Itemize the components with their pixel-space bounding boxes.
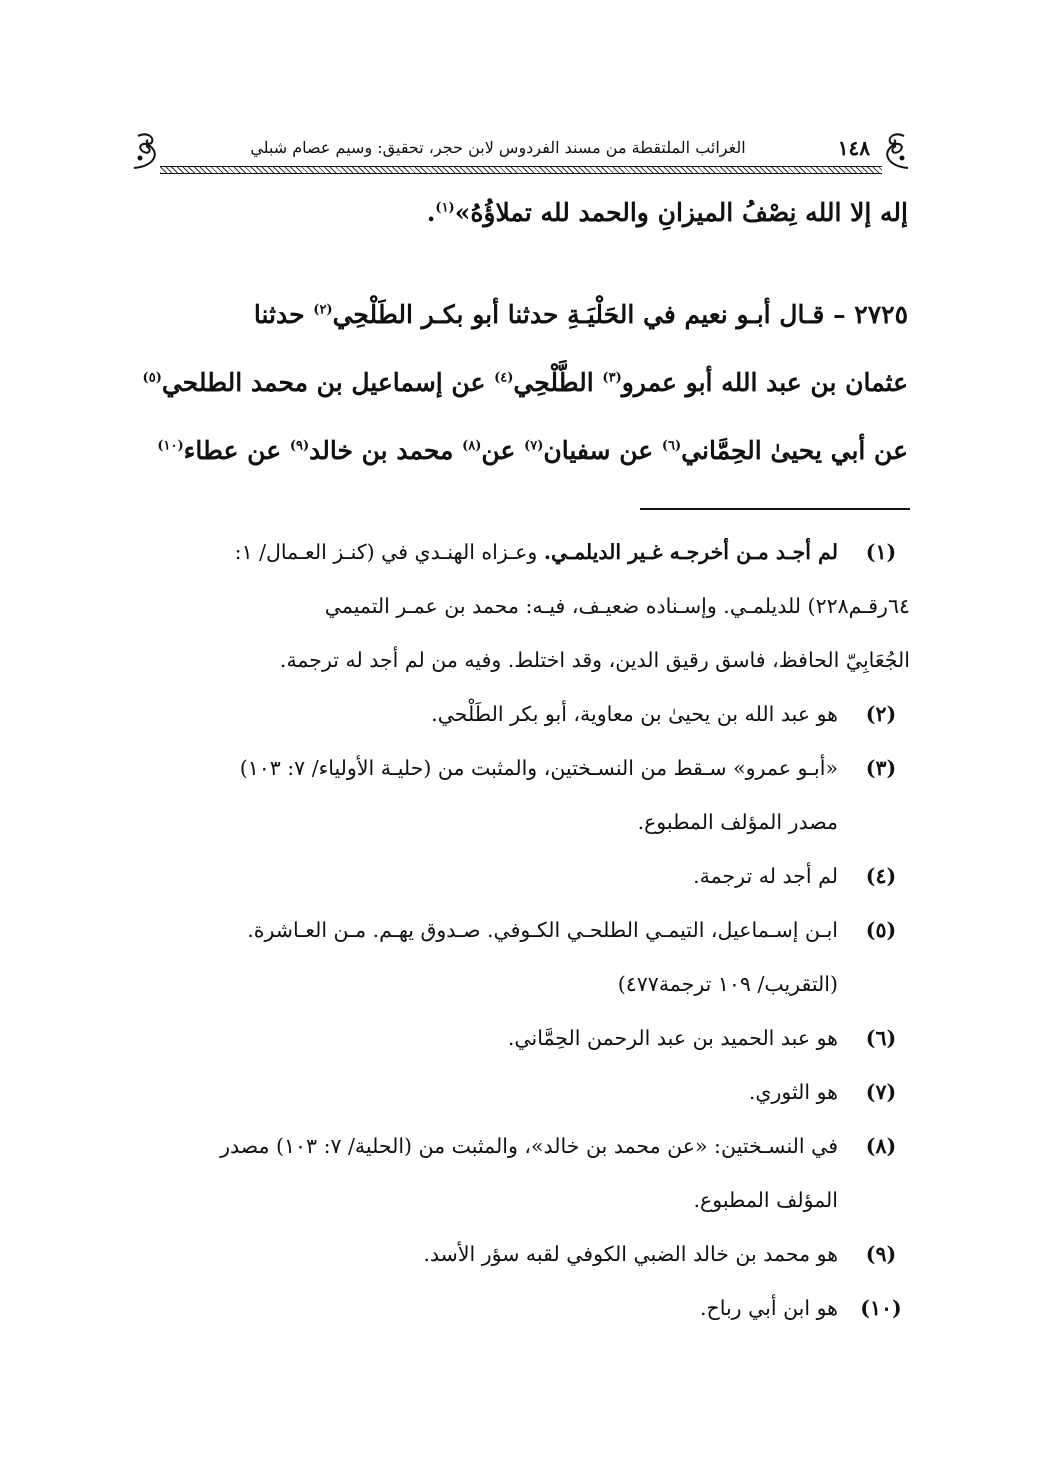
footnote-ref-5: (٥) xyxy=(142,370,162,386)
header-rule xyxy=(160,166,882,174)
main-line-3-a: عثمان بن عبد الله أبو عمرو xyxy=(621,368,908,397)
footnote-text: هو ابن أبي رباح. xyxy=(699,1296,838,1320)
footnote-line: الجُعَابِيّ الحافظ، فاسق رقيق الدين، وقد اختلط. وفيه من لم أجد له ترجمة. xyxy=(279,648,910,672)
header-title: الغرائب الملتقطة من مسند الفردوس لابن حجر، تحقيق: وسيم عصام شبلي xyxy=(250,138,746,157)
main-line-3 xyxy=(128,368,908,397)
footnote-number: (٩) xyxy=(865,1242,897,1266)
footnote-number: (٤) xyxy=(865,864,897,888)
footnote-separator xyxy=(640,508,910,510)
main-line-1 xyxy=(128,198,908,227)
footnote-number: (١) xyxy=(865,540,897,564)
page-number: ١٤٨ xyxy=(837,136,870,160)
footnote-text: هو الثوري. xyxy=(748,1080,838,1104)
footnote-text: هو محمد بن خالد الضبي الكوفي لقبه سؤر الأسد. xyxy=(423,1242,838,1266)
main-line-4-c: عن xyxy=(481,436,525,465)
main-line-4 xyxy=(128,436,908,465)
footnote-ref-6: (٦) xyxy=(661,438,682,454)
header-ornament-right xyxy=(878,130,912,170)
footnote-line: ٦٤رقـم٢٢٨) للديلمـي. وإسـناده ضعيـف، فيـه: محمد بن عمـر التميمي xyxy=(324,594,910,618)
footnote-text: في النسـختين: «عن محمد بن خالد»، والمثبت من (الحلية/ ٧: ١٠٣) مصدر xyxy=(220,1134,838,1158)
footnote-number: (٢) xyxy=(865,702,897,726)
footnote-number: (٧) xyxy=(865,1080,897,1104)
footnote-line: مصدر المؤلف المطبوع. xyxy=(637,810,838,834)
main-line-2 xyxy=(128,300,908,329)
footnote-text: هو عبد الله بن يحيىٰ بن معاوية، أبو بكر الطَلْحي. xyxy=(431,702,838,726)
main-line-4-a: عن أبي يحيىٰ الحِمَّاني xyxy=(681,436,908,465)
main-line-1-end: . xyxy=(426,198,436,227)
main-line-4-d: محمد بن خالد xyxy=(309,436,463,465)
footnote-text: هو عبد الحميد بن عبد الرحمن الحِمَّاني. xyxy=(507,1026,838,1050)
footnote-lead: لم أجـد مـن أخرجـه غـير الديلمـي. xyxy=(543,540,838,564)
running-header xyxy=(130,128,912,176)
footnote-number: (٦) xyxy=(865,1026,897,1050)
footnote-text: لم أجد له ترجمة. xyxy=(693,864,838,888)
footnote-line: وعـزاه الهنـدي في (كنـز العـمال/ ١: xyxy=(234,540,544,564)
footnote-ref-3: (٣) xyxy=(602,370,622,386)
main-line-4-b: عن سفيان xyxy=(543,436,662,465)
footnote-ref-7: (٧) xyxy=(524,438,544,454)
footnote-number: (٥) xyxy=(865,918,897,942)
main-line-4-e: عن عطاء xyxy=(183,436,290,465)
main-line-2-end: حدثنا xyxy=(253,300,314,329)
footnote-line: (التقريب/ ١٠٩ ترجمة٤٧٧) xyxy=(617,972,838,996)
main-line-1-text: إله إلا الله نِصْفُ الميزانِ والحمد لله تملاؤُهُ» xyxy=(454,198,908,227)
footnote-ref-1: (١) xyxy=(435,200,455,216)
footnote-text: «أبـو عمرو» سـقط من النسـختين، والمثبت من (حليـة الأولياء/ ٧: ١٠٣) xyxy=(239,756,838,780)
footnote-ref-9: (٩) xyxy=(289,438,310,454)
footnote-line: المؤلف المطبوع. xyxy=(693,1188,838,1212)
footnote-number: (٨) xyxy=(865,1134,897,1158)
footnote-ref-10: (١٠) xyxy=(157,438,184,454)
footnote-ref-2: (٢) xyxy=(313,302,333,318)
footnote-ref-8: (٨) xyxy=(462,438,482,454)
footnote-number: (١٠) xyxy=(860,1296,902,1320)
header-ornament-left xyxy=(130,130,164,170)
main-line-3-c: عن إسماعيل بن محمد الطلحي xyxy=(161,368,495,397)
main-line-3-b: الطَّلْحِي xyxy=(513,368,603,397)
footnote-text: ابـن إسـماعيل، التيمـي الطلحـي الكـوفي. صـدوق يهـم. مـن العـاشرة. xyxy=(247,918,838,942)
footnote-text xyxy=(235,540,838,564)
hadith-number-text: ٢٧٢٥ – قـال أبـو نعيم في الحَلْيَـةِ حدثنا أبو بكـر الطَلْحِي xyxy=(332,300,908,329)
footnote-number: (٣) xyxy=(865,756,897,780)
footnote-ref-4: (٤) xyxy=(494,370,514,386)
